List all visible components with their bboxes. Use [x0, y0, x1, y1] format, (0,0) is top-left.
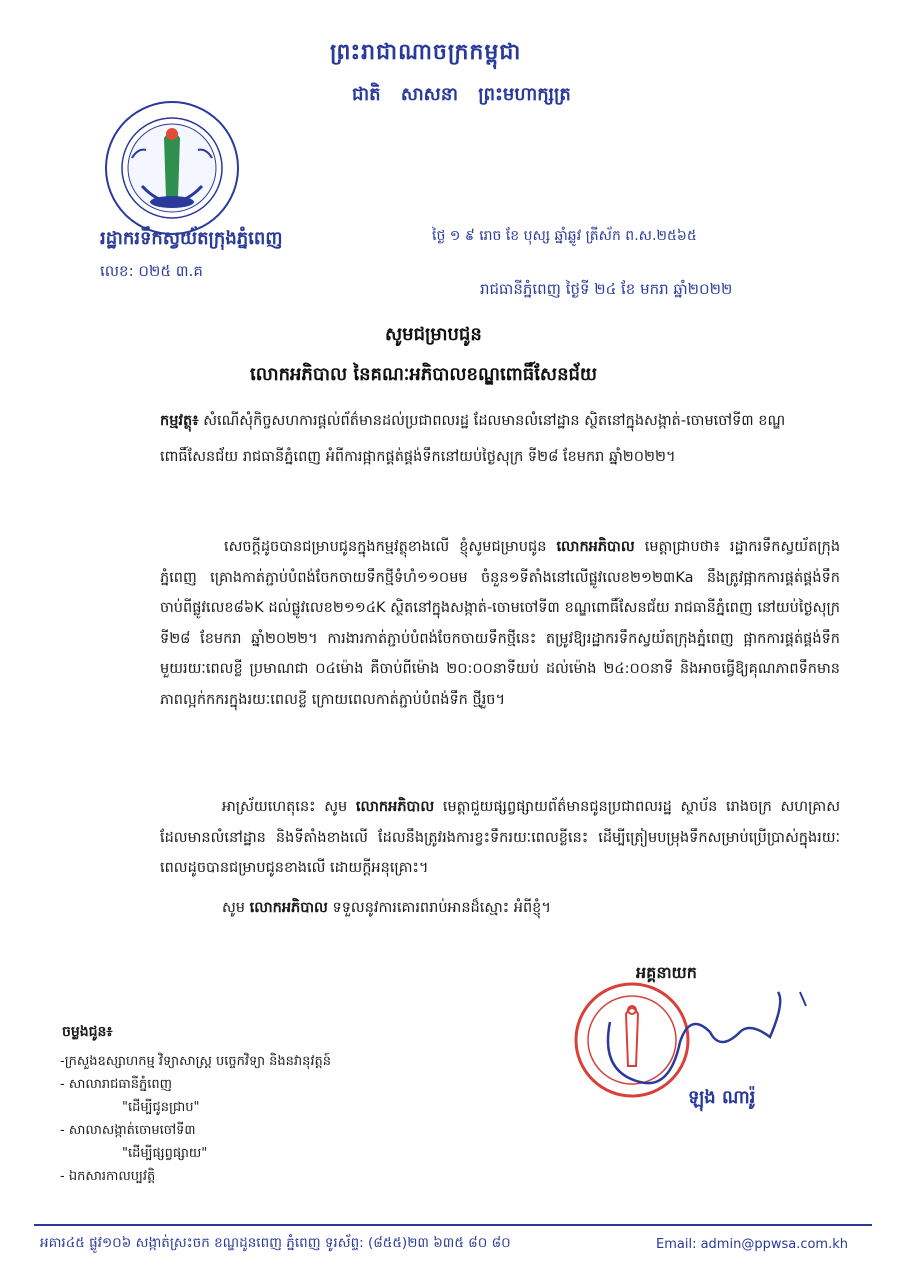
lunar-date: ថ្ងៃ ១ ៩ រោច ខែ បុស្ស ឆ្នាំឆ្លូវ ត្រីស័ក ព.ស.២៥៦៥: [432, 228, 697, 244]
p2-start: អាស្រ័យហេតុនេះ សូម: [222, 799, 348, 815]
footer-address: អគារ៤៥ ផ្លូវ១០៦ សង្កាត់ស្រះចក ខណ្ឌដូនពេញ ភ្នំពេញ ទូរស័ព្ទ: (៨៥៥)២៣ ៦៣៥ ៨០ ៨០: [40, 1235, 511, 1251]
body-paragraph-1: [160, 532, 840, 715]
cc-item: - សាលាសង្កាត់ចោមចៅទី៣: [60, 1123, 196, 1138]
signer-name: ឡុង ណារ៉ូ: [688, 1087, 756, 1108]
addressee: លោកអភិបាល នៃគណៈអភិបាលខណ្ឌពោធិ៍សែនជ័យ: [250, 364, 598, 385]
p3-end: ទទួលនូវការគោរពរាប់អានដ៏ស្មោះ អំពីខ្ញុំ។: [332, 900, 551, 916]
subject-text: សំណើសុំកិច្ចសហការផ្តល់ព័ត៌មានដល់ប្រជាពលរដ្ឋ ដែលមានលំនៅដ្ឋាន ស្ថិតនៅក្នុងសង្កាត់-ចោមចៅទី៣ ខណ្ឌពោធិ៍សែនជ័យ រាជធានីភ្នំពេញ អំពីការផ្អាកផ្គត់ផ្គង់ទឹកនៅយប់ថ្ងៃសុក្រ ទី២៨ ខែមករា ឆ្នាំ២០២២។: [160, 413, 786, 465]
cc-list: [60, 1050, 331, 1188]
ppwsa-logo: [102, 98, 242, 238]
salutation: សូមជម្រាបជូន: [385, 324, 482, 345]
cc-item-note: "ដើម្បីជូនជ្រាប": [122, 1100, 200, 1115]
p1-start: សេចក្តីដូចបានជម្រាបជូនក្នុងកម្មវត្ថុខាងលើ ខ្ញុំសូមជម្រាបជូន: [224, 539, 547, 555]
p1-end: មេត្តាជ្រាបថា៖ រដ្ឋាករទឹកស្វយ័តក្រុងភ្នំពេញ គ្រោងកាត់ភ្ជាប់បំពង់ចែកចាយទឹកថ្មីទំហំ១១០មម ចំនួន១ទីតាំងនៅលើផ្លូវលេខ២១២៣Ka នឹងត្រូវផ្អាកការផ្គត់ផ្គង់ទឹកចាប់ពីផ្លូវលេខ៨៦K ដល់ផ្លូវលេខ២១១៤K ស្ថិតនៅក្នុងសង្កាត់-ចោមចៅទី៣ ខណ្ឌពោធិ៍សែនជ័យ រាជធានីភ្នំពេញ នៅយប់ថ្ងៃសុក្រ ទី២៨ ខែមករា ឆ្នាំ២០២២។ ការងារកាត់ភ្ជាប់បំពង់ចែកចាយទឹកថ្មីនេះ តម្រូវឱ្យរដ្ឋាករទឹកស្វយ័តក្រុងភ្នំពេញ ផ្អាកការផ្គត់ផ្គង់ទឹកមួយរយៈពេលខ្លី ប្រមាណជា ០៤ម៉ោង គឺចាប់ពីម៉ោង ២០:០០នាទីយប់ ដល់ម៉ោង ២៤:០០នាទី និងអាចធ្វើឱ្យគុណភាពទឹកមានភាពល្អក់កករក្នុងរយៈពេលខ្លី ក្រោយពេលកាត់ភ្ជាប់បំពង់ទឹក ថ្មីរួច។: [160, 539, 841, 708]
p2-honorific: លោកអភិបាល: [355, 799, 435, 815]
national-motto: ជាតិ សាសនា ព្រះមហាក្សត្រ: [352, 84, 571, 105]
solar-date: រាជធានីភ្នំពេញ ថ្ងៃទី ២៤ ខែ មករា ឆ្នាំ២០២២: [480, 280, 733, 298]
footer-email: Email: admin@ppwsa.com.kh: [656, 1237, 848, 1252]
body-paragraph-2: [160, 792, 840, 884]
cc-item: - ឯកសារកាលប្បវត្តិ: [60, 1169, 156, 1184]
closing-line: [222, 899, 551, 920]
reference-number: លេខ: ០២៥ ៣.គ: [100, 262, 203, 280]
p1-honorific: លោកអភិបាល: [556, 539, 635, 555]
cc-label: ចម្លងជូន៖: [62, 1024, 113, 1040]
sender-org-name: រដ្ឋាករទឹកស្វយ័តក្រុងភ្នំពេញ: [100, 228, 283, 249]
subject-label: កម្មវត្ថុ៖: [160, 413, 199, 429]
cc-item: -ក្រសួងឧស្សាហកម្ម វិទ្យាសាស្ត្រ បច្ចេកវិទ្យា និងនវានុវត្តន៍: [60, 1054, 332, 1069]
kingdom-heading: ព្រះរាជាណាចក្រកម្ពុជា: [330, 40, 522, 65]
signer-title: អគ្គនាយក: [636, 963, 697, 982]
p3-start: សូម: [222, 900, 246, 916]
cc-item-note: "ដើម្បីផ្សព្វផ្សាយ": [122, 1146, 208, 1161]
subject-block: [160, 403, 840, 475]
p3-honorific: លោកអភិបាល: [249, 900, 328, 916]
p2-end: មេត្តាជួយផ្សព្វផ្សាយព័ត៌មានជូនប្រជាពលរដ្ឋ ស្ថាប័ន រោងចក្រ សហគ្រាស ដែលមានលំនៅដ្ឋាន និងទីតាំងខាងលើ ដែលនឹងត្រូវរងការខ្វះទឹករយៈពេលខ្លីនេះ ដើម្បីត្រៀមបម្រុងទឹកសម្រាប់ប្រើប្រាស់ក្នុងរយៈពេលដូចបានជម្រាបជូនខាងលើ ដោយក្តីអនុគ្រោះ។: [160, 799, 841, 876]
cc-item: - សាលារាជធានីភ្នំពេញ: [60, 1077, 172, 1092]
footer-divider: [34, 1224, 872, 1226]
